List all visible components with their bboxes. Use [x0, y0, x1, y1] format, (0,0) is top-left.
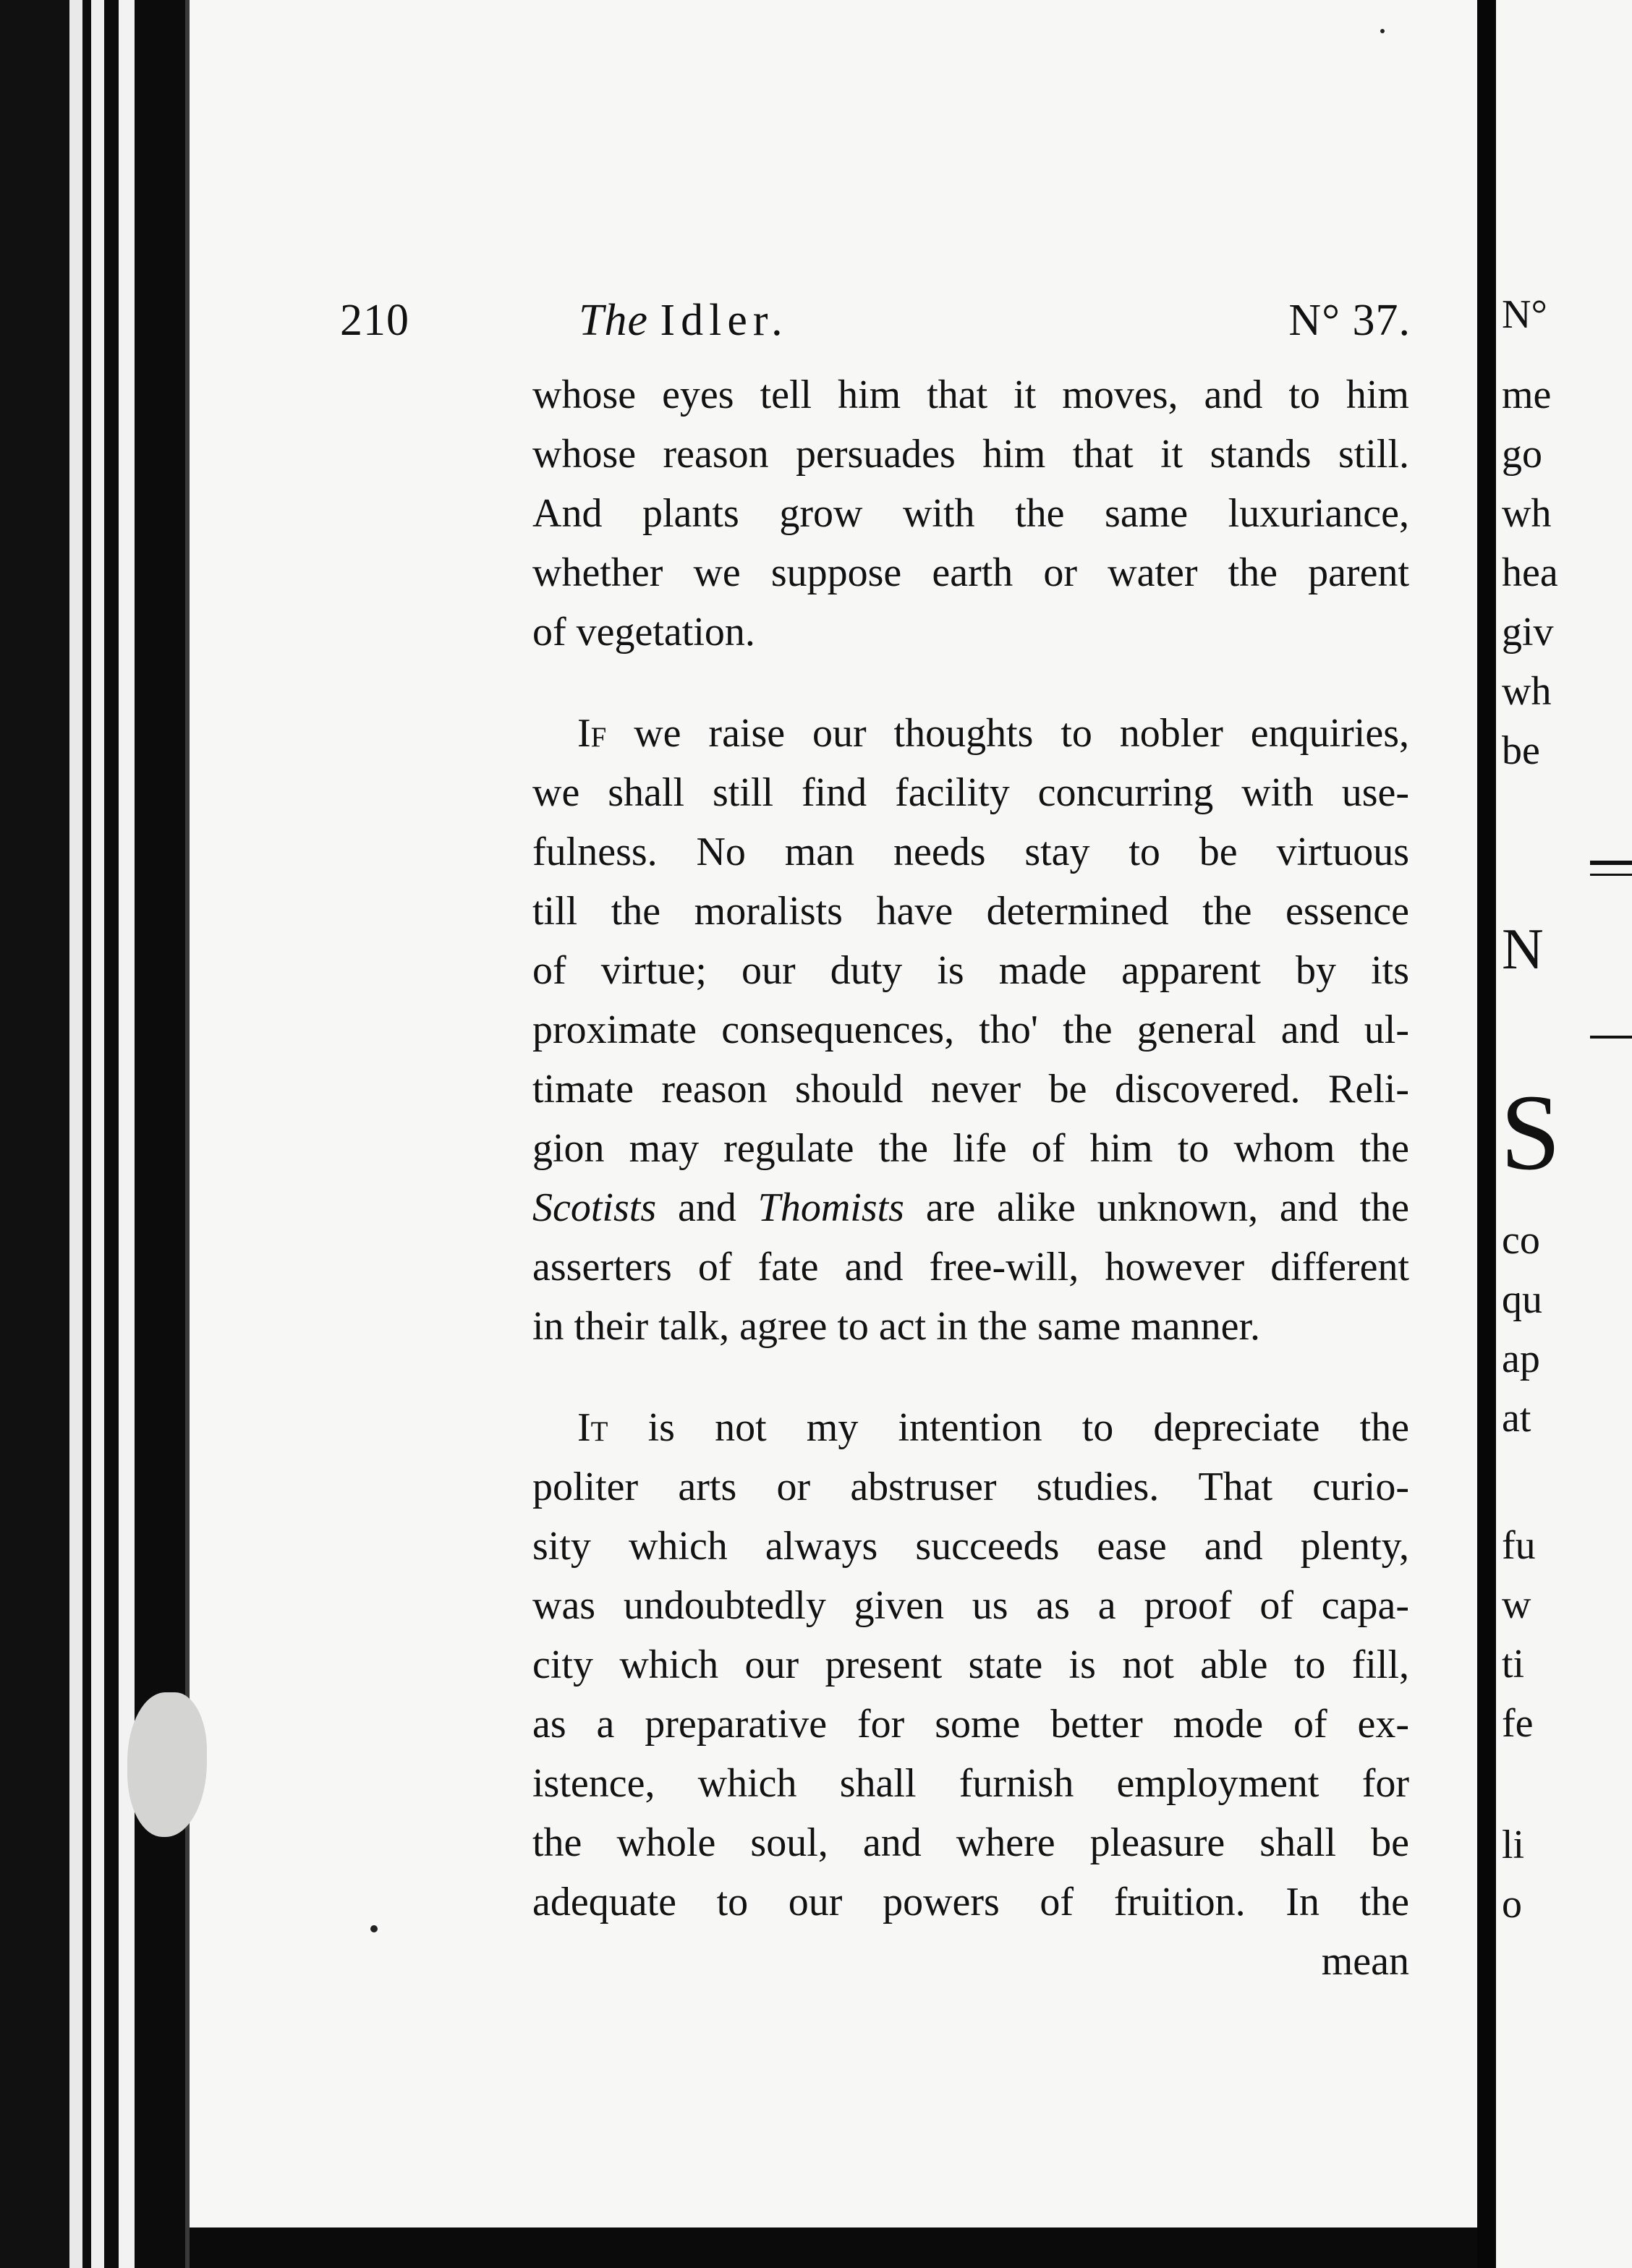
text-fragment: we raise our thoughts to nobler enquiries,	[634, 711, 1409, 756]
page-edge	[119, 0, 135, 2268]
text-line: proximate consequences, tho' the general and ul-	[532, 1007, 1409, 1052]
facing-heading-letter: N	[1502, 918, 1544, 981]
facing-text-fragment: w	[1502, 1582, 1531, 1627]
facing-text-fragment: ti	[1502, 1642, 1525, 1687]
ink-speck	[1380, 29, 1385, 33]
page-number: 210	[340, 296, 409, 345]
running-title-idler: Idler.	[660, 296, 789, 345]
binding-shadow	[135, 0, 185, 2268]
text-line: in their talk, agree to act in the same manner.	[532, 1304, 1261, 1349]
facing-text-fragment: at	[1502, 1396, 1531, 1441]
text-line: asserters of fate and free-will, however different	[532, 1245, 1409, 1289]
text-line: whether we suppose earth or water the parent	[532, 550, 1409, 595]
facing-text-fragment: be	[1502, 728, 1540, 773]
running-title	[579, 295, 789, 346]
facing-text-fragment: wh	[1502, 491, 1552, 536]
text-line: istence, which shall furnish employment for	[532, 1761, 1409, 1806]
facing-text-fragment: giv	[1502, 610, 1554, 655]
facing-text-fragment: o	[1502, 1882, 1522, 1927]
facing-header: N°	[1502, 292, 1547, 337]
page-edge	[0, 0, 69, 2268]
text-line: till the moralists have determined the essence	[532, 889, 1409, 934]
facing-text-fragment: fu	[1502, 1523, 1536, 1568]
page-edge	[82, 0, 91, 2268]
text-fragment: are alike unknown, and the	[925, 1185, 1410, 1230]
text-line: of vegetation.	[532, 610, 755, 655]
facing-text-fragment: fe	[1502, 1701, 1534, 1746]
text-line: fulness. No man needs stay to be virtuous	[532, 830, 1409, 874]
text-line: adequate to our powers of fruition. In the	[532, 1880, 1409, 1924]
facing-text-fragment: me	[1502, 372, 1552, 417]
paragraph-lead: If	[577, 711, 607, 756]
text-line	[532, 1398, 1409, 1457]
text-line: And plants grow with the same luxuriance,	[532, 491, 1409, 536]
facing-text-fragment: wh	[1502, 669, 1552, 714]
text-line: as a preparative for some better mode of ex-	[532, 1702, 1409, 1747]
issue-number: N° 37.	[1288, 296, 1411, 345]
text-line: whose reason persuades him that it stands still.	[532, 432, 1409, 477]
italic-scotists: Scotists	[532, 1185, 657, 1230]
facing-rule	[1590, 1036, 1632, 1039]
text-fragment: is not my intention to depreciate the	[647, 1405, 1410, 1450]
text-line: sity which always succeeds ease and plenty,	[532, 1524, 1409, 1569]
page-bottom-edge	[190, 2228, 1477, 2268]
text-line: the whole soul, and where pleasure shall be	[532, 1820, 1409, 1865]
facing-text-fragment: go	[1502, 432, 1542, 477]
text-line: politer arts or abstruser studies. That curio-	[532, 1465, 1409, 1509]
body-text	[532, 365, 1409, 1991]
running-header	[340, 295, 1411, 353]
page-edge	[69, 0, 82, 2268]
facing-drop-cap: S	[1500, 1073, 1561, 1193]
text-line: whose eyes tell him that it moves, and to him	[532, 372, 1409, 417]
facing-text-fragment: hea	[1502, 550, 1558, 595]
catchword: mean	[1321, 1939, 1409, 1984]
text-line: gion may regulate the life of him to whom the	[532, 1126, 1409, 1171]
facing-rule	[1590, 861, 1632, 865]
facing-text-fragment: qu	[1502, 1277, 1542, 1322]
running-title-the: The	[579, 296, 648, 345]
text-line: timate reason should never be discovered. Reli-	[532, 1067, 1409, 1112]
page-edge	[91, 0, 104, 2268]
facing-text-fragment: co	[1502, 1218, 1540, 1263]
page-edge	[104, 0, 119, 2268]
paragraph-lead: It	[577, 1405, 608, 1450]
text-line: we shall still find facility concurring with use-	[532, 770, 1409, 815]
facing-text-fragment: li	[1502, 1822, 1525, 1867]
text-fragment: and	[677, 1185, 736, 1230]
text-line: city which our present state is not able to fill,	[532, 1642, 1409, 1687]
facing-text-fragment: ap	[1502, 1336, 1540, 1381]
facing-page	[1496, 0, 1632, 2268]
text-line: of virtue; our duty is made apparent by its	[532, 948, 1409, 993]
text-line	[532, 704, 1409, 763]
facing-rule	[1590, 874, 1632, 876]
italic-thomists: Thomists	[757, 1185, 904, 1230]
gutter-shadow	[1477, 0, 1496, 2268]
text-line: was undoubtedly given us as a proof of capa-	[532, 1583, 1409, 1628]
text-line	[532, 1178, 1409, 1237]
ink-speck	[370, 1925, 378, 1932]
